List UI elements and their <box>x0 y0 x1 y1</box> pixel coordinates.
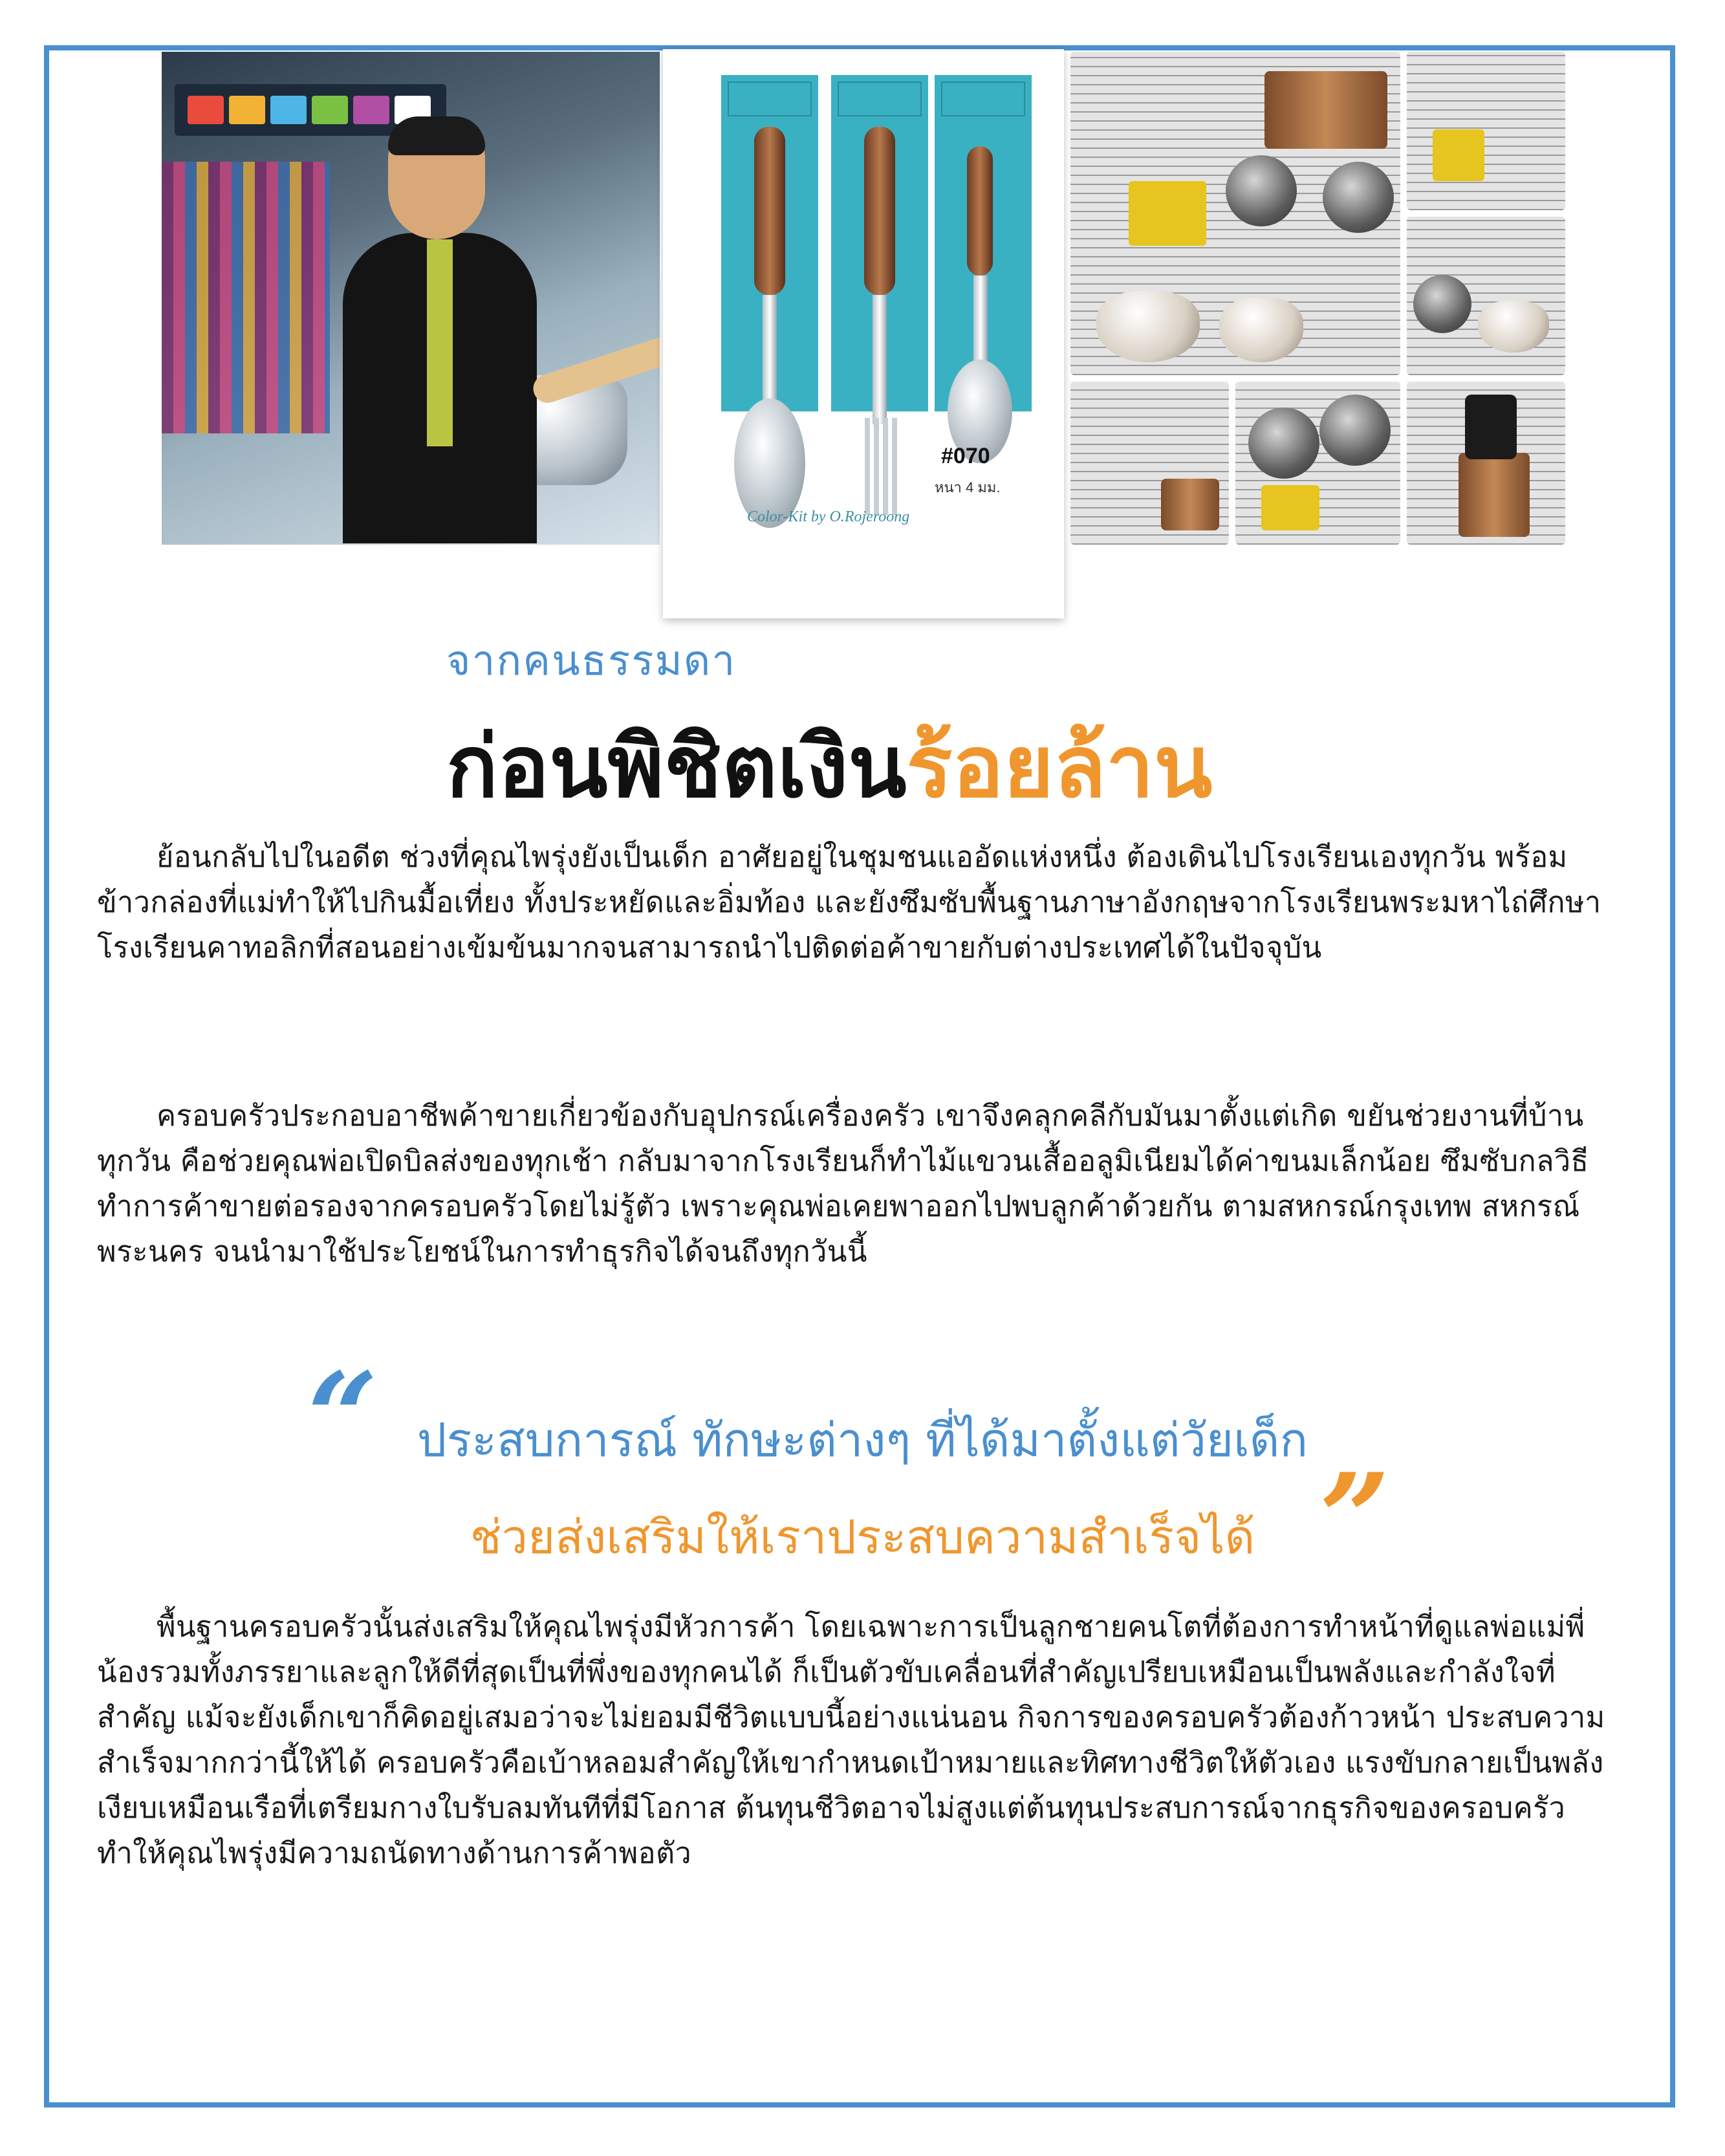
collage-tile-pans <box>1070 52 1400 375</box>
paragraph-3: พื้นฐานครอบครัวนั้นส่งเสริมให้คุณไพรุ่งมีหัวการค้า โดยเฉพาะการเป็นลูกชายคนโตที่ต้องการทำหน้าที่ดูแลพ่อแม่พี่น้องรวมทั้งภรรยาและลูกให้ดีที่สุดเป็นที่พึ่งของทุกคนได้ ก็เป็นตัวขับเคลื่อนที่สำคัญเปรียบเหมือนเป็นพลังและกำลังใจที่สำคัญ แม้จะยังเด็กเขาก็คิดอยู่เสมอว่าจะไม่ยอมมีชีวิตแบบนี้อย่างแน่นอน กิจการของครอบครัวต้องก้าวหน้า ประสบความสำเร็จมากกว่านี้ให้ได้ ครอบครัวคือเบ้าหลอมสำคัญให้เขากำหนดเป้าหมายและทิศทางชีวิตให้ตัวเอง แรงขับกลายเป็นพลังเงียบเหมือนเรือที่เตรียมกางใบรับลมทันทีที่มีโอกาส ต้นทุนชีวิตอาจไม่สูงแต่ต้นทุนประสบการณ์จากธุรกิจของครอบครัว ทำให้คุณไพรุ่งมีความถนัดทางด้านการค้าพอตัว <box>97 1609 1605 1870</box>
brand-signature: Color-Kit by O.Rojeroong <box>747 508 910 525</box>
pull-quote-line-2: ช่วยส่งเสริมให้เราประสบความสำเร็จได้ <box>470 1510 1255 1564</box>
collage-tile-utensils <box>1407 52 1565 210</box>
headline-highlight: ร้อยล้าน <box>906 717 1213 817</box>
paragraph-2: ครอบครัวประกอบอาชีพค้าขายเกี่ยวข้องกับอุปกรณ์เครื่องครัว เขาจึงคลุกคลีกับมันมาตั้งแต่เกิด ขยันช่วยงานที่บ้านทุกวัน คือช่วยคุณพ่อเปิดบิลส่งของทุกเช้า กลับมาจากโรงเรียนก็ทำไม้แขวนเสื้ออลูมิเนียมได้ค่าขนมเล็กน้อย ซึมซับกลวิธีทำการค้าขายต่อรองจากครอบครัวโดยไม่รู้ตัว เพราะคุณพ่อเคยพาออกไปพบลูกค้าด้วยกัน ตามสหกรณ์กรุงเทพ สหกรณ์พระนคร จนนำมาใช้ประโยชน์ในการทำธุรกิจได้จนถึงทุกวันนี้ <box>97 1098 1589 1269</box>
collage-tile-bowls <box>1407 217 1565 375</box>
photo-cutlery-card <box>663 49 1064 618</box>
headline <box>446 699 1212 834</box>
man-figure <box>343 116 537 545</box>
paragraph-1: ย้อนกลับไปในอดีต ช่วงที่คุณไพรุ่งยังเป็นเด็ก อาศัยอยู่ในชุมชนแออัดแห่งหนึ่ง ต้องเดินไปโรงเรียนเองทุกวัน พร้อมข้าวกล่องที่แม่ทำให้ไปกินมื้อเที่ยง ทั้งประหยัดและอิ่มท้อง และยังซึมซับพื้นฐานภาษาอังกฤษจากโรงเรียนพระมหาไถ่ศึกษาโรงเรียนคาทอลิกที่สอนอย่างเข้มข้นมากจนสามารถนำไปติดต่อค้าขายกับต่างประเทศได้ในปัจจุบัน <box>97 840 1601 964</box>
utensil-shelf <box>162 162 330 433</box>
photo-man-at-booth <box>162 52 660 545</box>
collage-tile-knife-block <box>1407 382 1565 545</box>
photo-strip <box>162 52 1565 569</box>
quote-close-mark: ” <box>1319 1446 1391 1591</box>
headline-dark: ก่อนพิชิตเงิน <box>446 717 907 817</box>
collage-tile-racks <box>1070 382 1229 545</box>
pull-quote-line-1: ประสบการณ์ ทักษะต่างๆ ที่ได้มาตั้งแต่วัยเด็ก <box>417 1413 1308 1467</box>
thickness-label: หนา 4 มม. <box>935 479 1001 495</box>
photo-collage-kitchenware <box>1070 52 1565 545</box>
collage-tile-woks <box>1235 382 1400 545</box>
model-number: #070 <box>941 444 990 468</box>
quote-open-mark: “ <box>307 1345 378 1490</box>
kicker-subtitle: จากคนธรรมดา <box>446 637 737 685</box>
